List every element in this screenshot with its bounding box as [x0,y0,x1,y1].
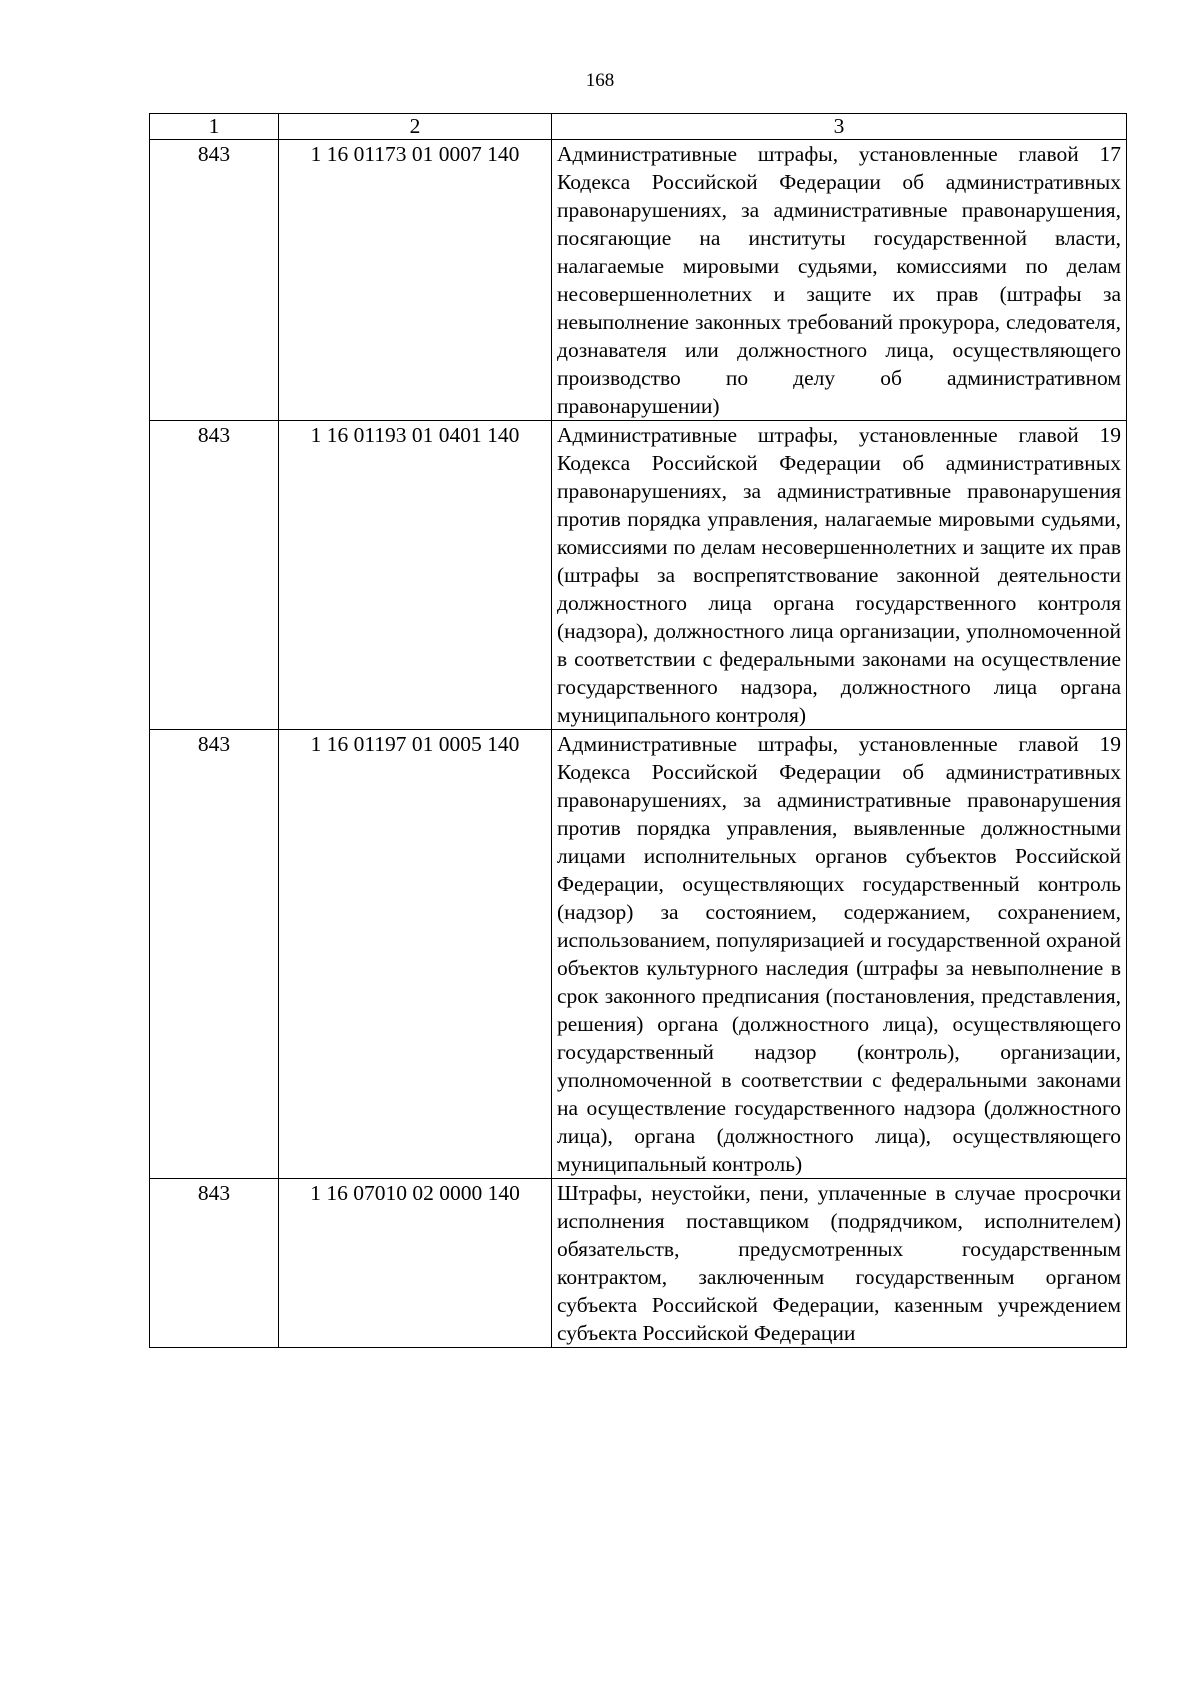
admin-code-cell: 843 [150,730,279,1179]
kbk-code-cell: 1 16 01197 01 0005 140 [279,730,552,1179]
column-header-1: 1 [150,114,279,140]
table-row [150,730,1127,1179]
table-row [150,421,1127,730]
page-number: 168 [585,70,615,91]
kbk-code-cell: 1 16 01173 01 0007 140 [279,140,552,421]
description-cell: Штрафы, неустойки, пени, уплаченные в случае просрочки исполнения поставщиком (подрядчиком, исполнителем) обязательств, предусмотренных государственным контрактом, заключенным государственным органом субъекта Российской Федерации, казенным учреждением субъекта Российской Федерации [552,1179,1127,1348]
description-cell: Административные штрафы, установленные главой 19 Кодекса Российской Федерации об административных правонарушениях, за административные правонарушения против порядка управления, налагаемые мировыми судьями, комиссиями по делам несовершеннолетних и защите их прав (штрафы за воспрепятствование законной деятельности должностного лица органа государственного контроля (надзора), должностного лица организации, уполномоченной в соответствии с федеральными законами на осуществление государственного надзора, должностного лица органа муниципального контроля) [552,421,1127,730]
column-header-2: 2 [279,114,552,140]
column-header-3: 3 [552,114,1127,140]
description-cell: Административные штрафы, установленные главой 17 Кодекса Российской Федерации об административных правонарушениях, за административные правонарушения, посягающие на институты государственной власти, налагаемые мировыми судьями, комиссиями по делам несовершеннолетних и защите их прав (штрафы за невыполнение законных требований прокурора, следователя, дознавателя или должностного лица, осуществляющего производство по делу об административном правонарушении) [552,140,1127,421]
table-header-row [150,114,1127,140]
admin-code-cell: 843 [150,1179,279,1348]
table-row [150,140,1127,421]
table-row [150,1179,1127,1348]
kbk-code-cell: 1 16 01193 01 0401 140 [279,421,552,730]
revenue-codes-table [149,113,1127,1348]
description-cell: Административные штрафы, установленные главой 19 Кодекса Российской Федерации об административных правонарушениях, за административные правонарушения против порядка управления, выявленные должностными лицами исполнительных органов субъектов Российской Федерации, осуществляющих государственный контроль (надзор) за состоянием, содержанием, сохранением, использованием, популяризацией и государственной охраной объектов культурного наследия (штрафы за невыполнение в срок законного предписания (постановления, представления, решения) органа (должностного лица), осуществляющего государственный надзор (контроль), организации, уполномоченной в соответствии с федеральными законами на осуществление государственного надзора (должностного лица), органа (должностного лица), осуществляющего муниципальный контроль) [552,730,1127,1179]
admin-code-cell: 843 [150,140,279,421]
kbk-code-cell: 1 16 07010 02 0000 140 [279,1179,552,1348]
admin-code-cell: 843 [150,421,279,730]
